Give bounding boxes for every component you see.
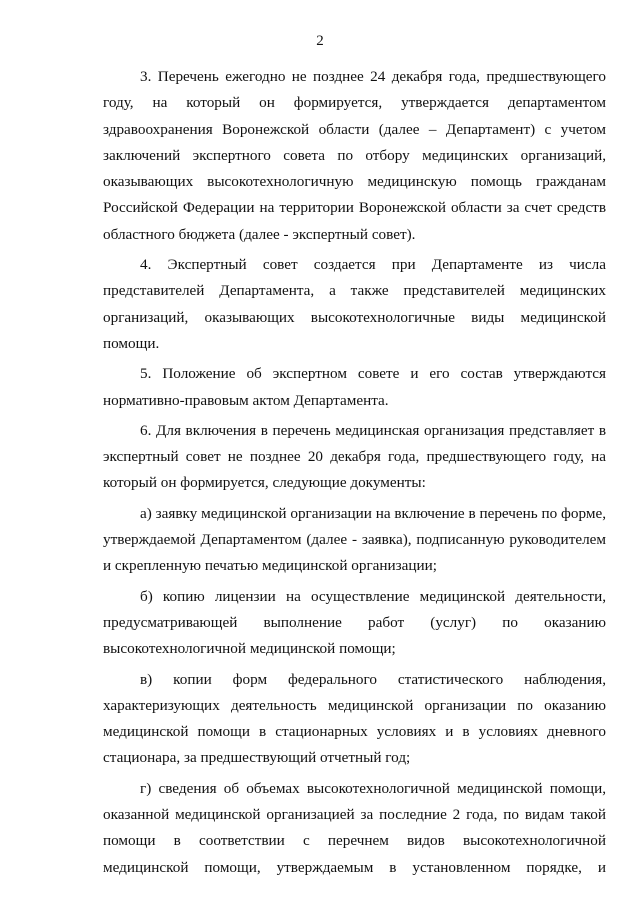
text-line: 4. Экспертный совет создается при Департаменте из числа <box>140 256 606 274</box>
text-line: утверждаемой Департаментом (далее - заявка), подписанную руководителем <box>103 531 606 549</box>
text-line: Российской Федерации на территории Воронежской области за счет средств <box>103 199 606 217</box>
paragraph-6 <box>103 418 606 497</box>
text-line: областного бюджета (далее - экспертный совет). <box>103 225 416 243</box>
text-line: представителей Департамента, а также представителей медицинских <box>103 282 606 300</box>
text-line: в) копии форм федерального статистического наблюдения, <box>140 670 606 688</box>
text-line: характеризующих деятельность медицинской организации по оказанию <box>103 696 606 714</box>
text-line: и скрепленную печатью медицинской организации; <box>103 557 438 575</box>
text-line: медицинской помощи в стационарных условиях и в условиях дневного <box>103 723 606 741</box>
subparagraph-v <box>103 667 606 772</box>
text-line: здравоохранения Воронежской области (далее – Департамент) с учетом <box>103 120 606 138</box>
text-line: оказывающих высокотехнологичную медицинскую помощь гражданам <box>103 173 606 191</box>
document-body <box>103 64 606 885</box>
subparagraph-b <box>103 584 606 663</box>
text-line: нормативно-правовым актом Департамента. <box>103 391 389 409</box>
text-line: заключений экспертного совета по отбору медицинских организаций, <box>103 146 606 164</box>
text-line: высокотехнологичной медицинской помощи; <box>103 640 396 658</box>
paragraph-5 <box>103 361 606 414</box>
text-line: 6. Для включения в перечень медицинская организация представляет в <box>140 421 606 439</box>
text-line: 3. Перечень ежегодно не позднее 24 декабря года, предшествующего <box>140 68 606 85</box>
text-line: а) заявку медицинской организации на включение в перечень по форме, <box>140 504 606 522</box>
text-line: который он формируется, следующие документы: <box>103 474 426 492</box>
subparagraph-a <box>103 501 606 580</box>
text-line: б) копию лицензии на осуществление медицинской деятельности, <box>140 587 606 605</box>
text-line: оказанной медицинской организацией за последние 2 года, по видам такой <box>103 806 606 824</box>
text-line: помощи в соответствии с перечнем видов высокотехнологичной <box>103 832 606 850</box>
text-line: экспертный совет не позднее 20 декабря года, предшествующего году, на <box>103 448 606 466</box>
text-line: 5. Положение об экспертном совете и его состав утверждаются <box>140 365 606 383</box>
text-line: г) сведения об объемах высокотехнологичной медицинской помощи, <box>140 779 606 797</box>
text-line: медицинской помощи, утверждаемым в установленном порядке, и <box>103 858 606 876</box>
text-line: году, на который он формируется, утверждается департаментом <box>103 94 606 112</box>
text-line: помощи. <box>103 334 160 352</box>
text-line: организаций, оказывающих высокотехнологичные виды медицинской <box>103 308 606 326</box>
text-line: предусматривающей выполнение работ (услуг) по оказанию <box>103 613 606 631</box>
subparagraph-g <box>103 776 606 881</box>
text-line: стационара, за предшествующий отчетный год; <box>103 749 411 767</box>
page-number: 2 <box>316 33 324 49</box>
paragraph-3 <box>103 64 606 248</box>
paragraph-4 <box>103 252 606 357</box>
